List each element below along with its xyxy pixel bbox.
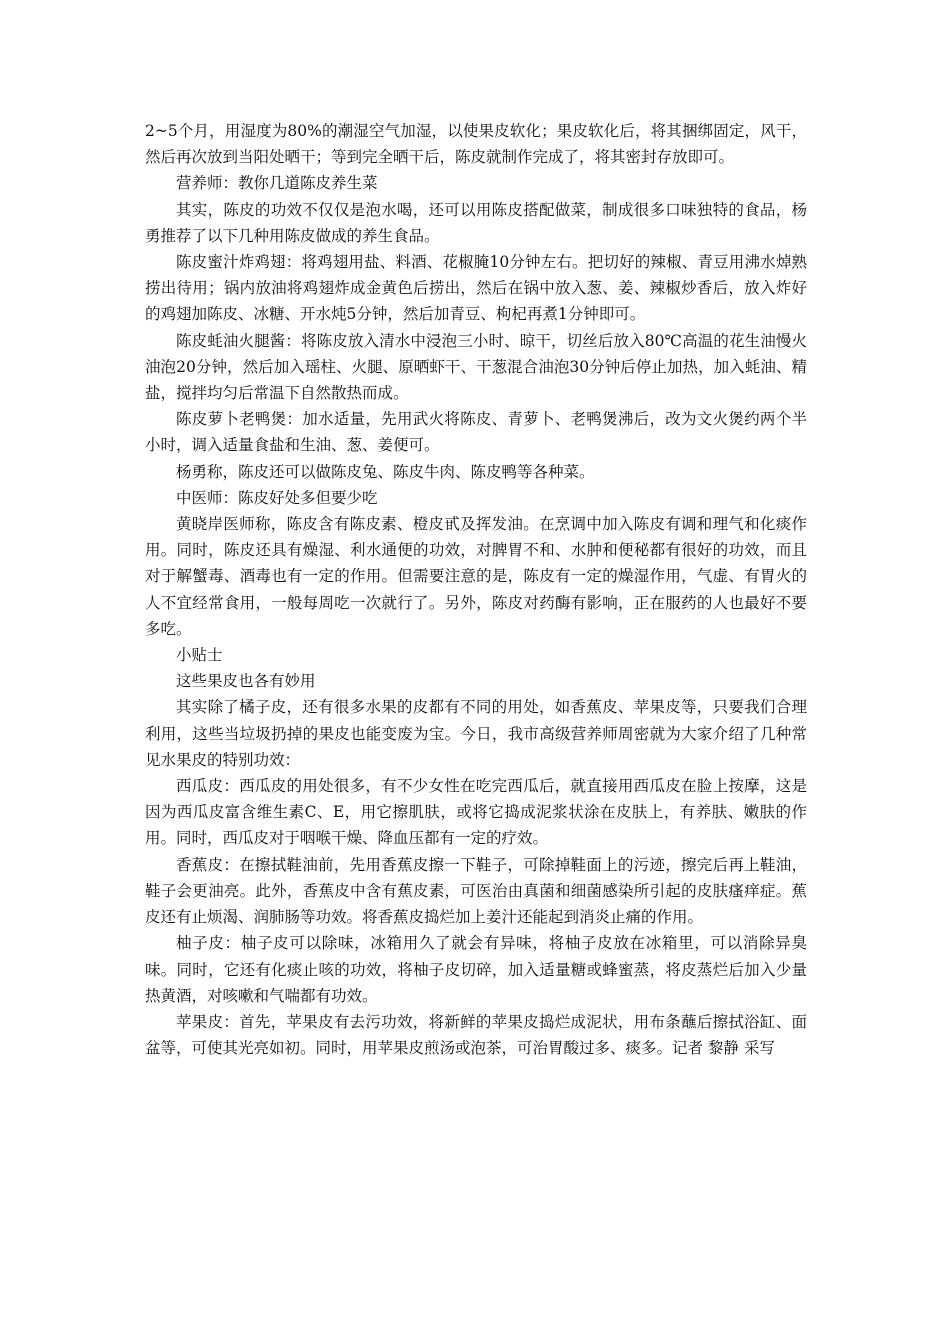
paragraph-intro-dishes: 其实，陈皮的功效不仅仅是泡水喝，还可以用陈皮搭配做菜，制成很多口味独特的食品，杨勇推荐了以下几种用陈皮做成的养生食品。 <box>145 200 807 245</box>
paragraph-peel-drying: 2~5个月，用湿度为80%的潮湿空气加湿，以使果皮软化；果皮软化后，将其捆绑固定，风干，然后再次放到当阳处晒干；等到完全晒干后，陈皮就制作完成了，将其密封存放即可。 <box>145 122 807 167</box>
heading-tips: 小贴士 <box>176 646 223 665</box>
paragraph-tcm-advice: 黄晓岸医师称，陈皮含有陈皮素、橙皮甙及挥发油。在烹调中加入陈皮有调和理气和化痰作用。同时，陈皮还具有燥湿、利水通便的功效，对脾胃不和、水肿和便秘都有很好的功效，而且对于解蟹毒、酒毒也有一定的作用。但需要注意的是，陈皮有一定的燥湿作用，气虚、有胃火的人不宜经常食用，一般每周吃一次就行了。另外，陈皮对药酶有影响，正在服药的人也最好不要多吃。 <box>145 515 807 638</box>
heading-fruit-peels: 这些果皮也各有妙用 <box>176 672 316 691</box>
paragraph-other-dishes: 杨勇称，陈皮还可以做陈皮兔、陈皮牛肉、陈皮鸭等各种菜。 <box>176 462 595 481</box>
paragraph-apple-peel: 苹果皮：首先，苹果皮有去污功效，将新鲜的苹果皮捣烂成泥状，用布条蘸后擦拭浴缸、面盆等，可使其光亮如初。同时，用苹果皮煎汤或泡茶，可治胃酸过多、痰多。记者 黎静 采写 <box>145 1012 807 1058</box>
article-body <box>145 118 807 1061</box>
heading-tcm-doctor: 中医师：陈皮好处多但要少吃 <box>176 488 378 507</box>
paragraph-ham-sauce: 陈皮蚝油火腿酱：将陈皮放入清水中浸泡三小时、晾干，切丝后放入80℃高温的花生油慢火油泡20分钟，然后加入瑶柱、火腿、原晒虾干、干葱混合油泡30分钟后停止加热，加入蚝油、精盐，搅拌均匀后常温下自然散热而成。 <box>145 331 807 403</box>
paragraph-banana-peel: 香蕉皮：在擦拭鞋油前，先用香蕉皮擦一下鞋子，可除掉鞋面上的污迹，擦完后再上鞋油，鞋子会更油亮。此外，香蕉皮中含有蕉皮素，可医治由真菌和细菌感染所引起的皮肤瘙痒症。蕉皮还有止烦渴、润肺肠等功效。将香蕉皮捣烂加上姜汁还能起到消炎止痛的作用。 <box>145 855 807 927</box>
paragraph-watermelon-peel: 西瓜皮：西瓜皮的用处很多，有不少女性在吃完西瓜后，就直接用西瓜皮在脸上按摩，这是因为西瓜皮富含维生素C、E，用它擦肌肤，或将它捣成泥浆状涂在皮肤上，有养肤、嫩肤的作用。同时，西瓜皮对于咽喉干燥、降血压都有一定的疗效。 <box>145 777 807 848</box>
paragraph-fruit-peels-intro: 其实除了橘子皮，还有很多水果的皮都有不同的用处，如香蕉皮、苹果皮等，只要我们合理利用，这些当垃圾扔掉的果皮也能变废为宝。今日，我市高级营养师周密就为大家介绍了几种常见水果皮的特别功效： <box>145 698 807 769</box>
paragraph-duck-soup: 陈皮萝卜老鸭煲：加水适量，先用武火将陈皮、青萝卜、老鸭煲沸后，改为文火煲约两个半小时，调入适量食盐和生油、葱、姜便可。 <box>145 410 807 455</box>
paragraph-pomelo-peel: 柚子皮：柚子皮可以除味，冰箱用久了就会有异味，将柚子皮放在冰箱里，可以消除异臭味。同时，它还有化痰止咳的功效，将柚子皮切碎，加入适量糖或蜂蜜蒸，将皮蒸烂后加入少量热黄酒，对咳嗽和气喘都有功效。 <box>145 934 807 1005</box>
paragraph-chicken-wings: 陈皮蜜汁炸鸡翅：将鸡翅用盐、料酒、花椒腌10分钟左右。把切好的辣椒、青豆用沸水焯熟捞出待用；锅内放油将鸡翅炸成金黄色后捞出，然后在锅中放入葱、姜、辣椒炒香后，放入炸好的鸡翅加陈皮、冰糖、开水炖5分钟，然后加青豆、枸杞再煮1分钟即可。 <box>145 253 807 324</box>
heading-nutritionist: 营养师：教你几道陈皮养生菜 <box>176 174 378 193</box>
